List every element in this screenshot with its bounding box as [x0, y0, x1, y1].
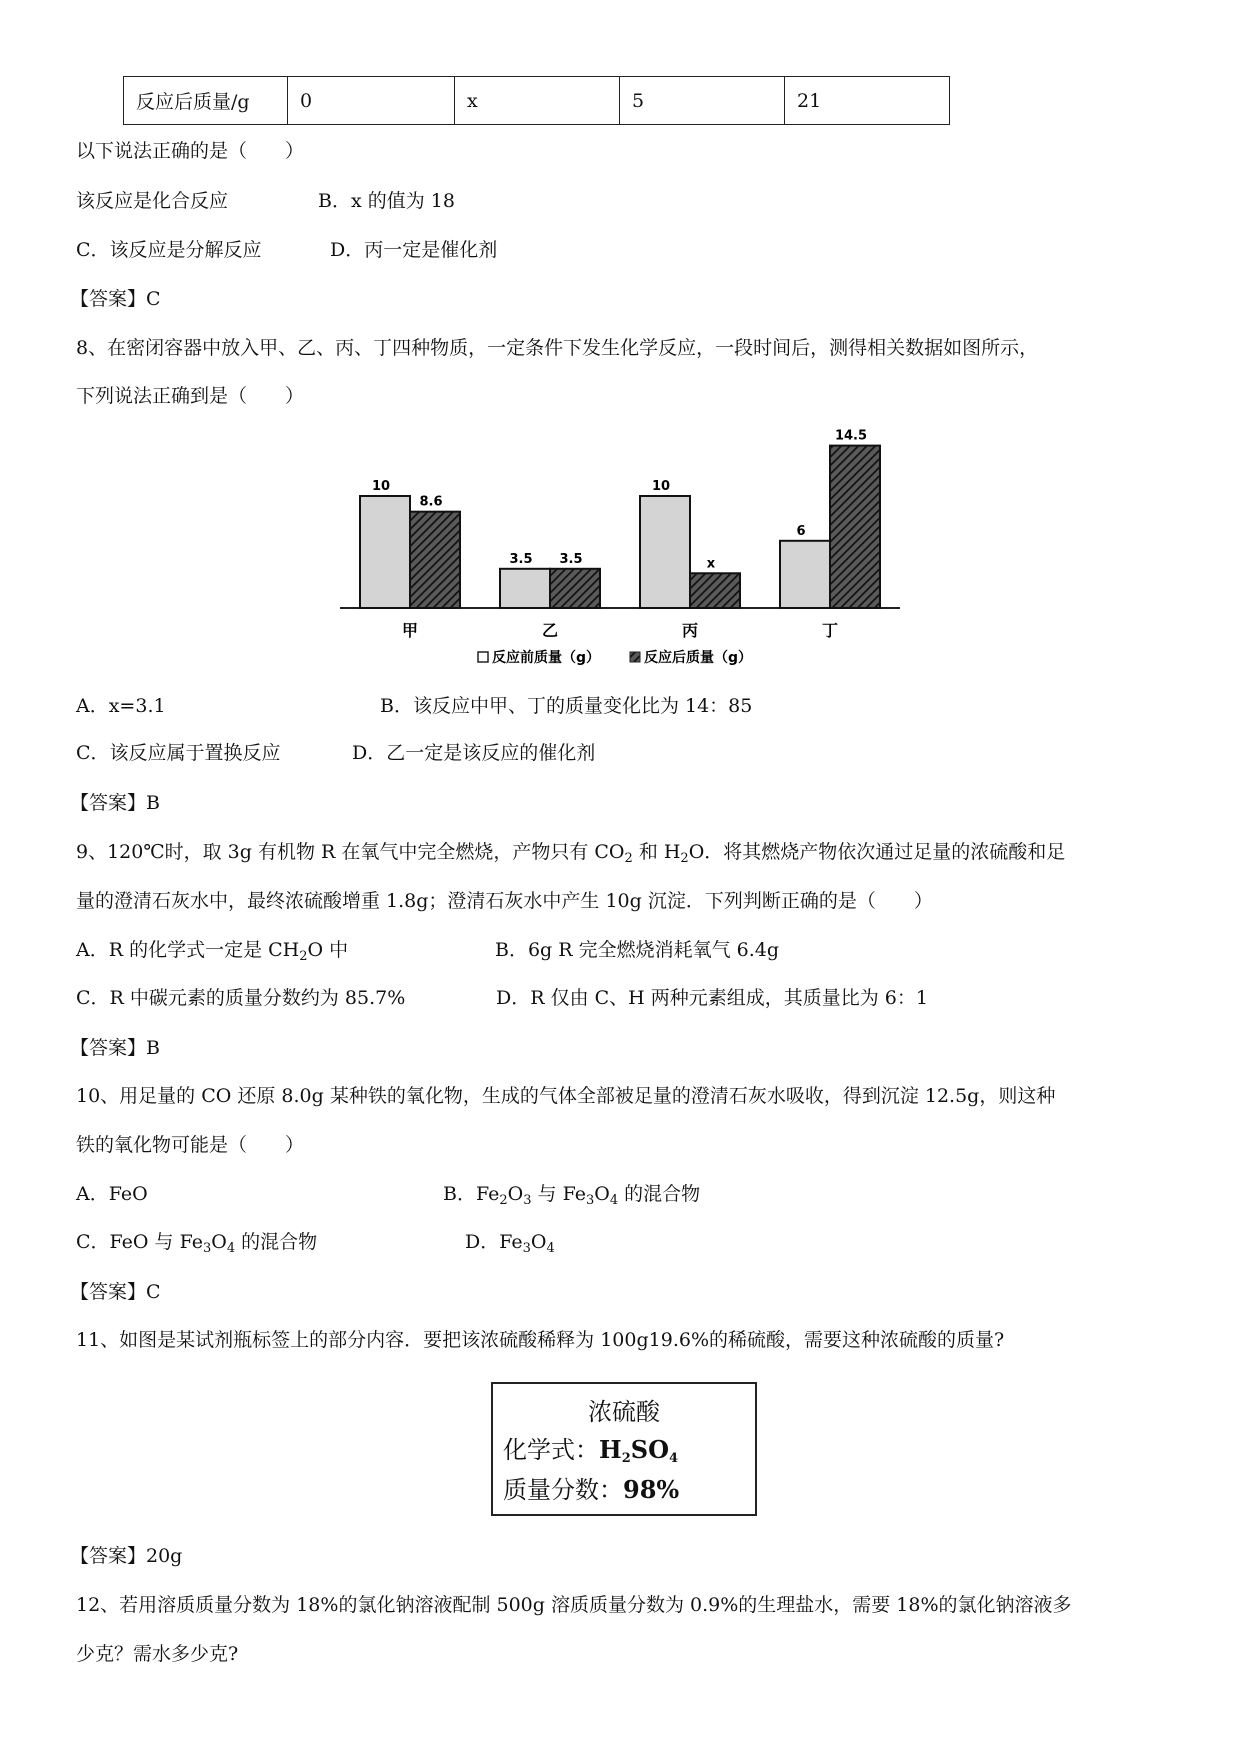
table-cell: x [455, 77, 620, 125]
subscript: 4 [226, 1241, 236, 1256]
q10-option-d-part: D．Fe [465, 1231, 523, 1253]
fraction-value: 98% [623, 1475, 680, 1504]
q9-stem-part: 9、120℃时，取 3g 有机物 R 在氧气中完全燃烧，产物只有 CO [76, 841, 625, 863]
subscript: 3 [585, 1193, 595, 1208]
q9-stem-part: 和 H [638, 841, 681, 863]
subscript: 4 [609, 1193, 619, 1208]
table-row [124, 77, 950, 125]
q10-answer: 【答案】C [70, 1281, 161, 1303]
q10-option-b-part: B．Fe [443, 1183, 500, 1205]
q10-option-c-part: C．FeO 与 Fe [76, 1231, 203, 1253]
q9-option-c: C．R 中碳元素的质量分数约为 85.7% [76, 987, 406, 1009]
q9-stem-line2: 量的澄清石灰水中，最终浓硫酸增重 1.8g；澄清石灰水中产生 10g 沉淀．下列判断正确的是（ ） [76, 890, 933, 912]
q9-stem-part: O．将其燃烧产物依次通过足量的浓硫酸和足 [688, 841, 1066, 863]
q9-option-a-part: O 中 [307, 939, 349, 961]
fraction-label: 质量分数： [503, 1476, 623, 1504]
data-label: 3.5 [509, 551, 533, 567]
q10-option-b-part: 与 Fe [531, 1183, 586, 1205]
q7-stem: 以下说法正确的是（ ） [76, 140, 305, 162]
reagent-name: 浓硫酸 [588, 1398, 660, 1426]
q8-option-b: B．该反应中甲、丁的质量变化比为 14：85 [380, 695, 753, 717]
subscript: 2 [621, 1451, 631, 1466]
q10-option-c-part: 的混合物 [235, 1231, 318, 1253]
mass-bar-chart [340, 420, 900, 680]
q10-option-c-part: O [211, 1231, 227, 1253]
q8-stem-line1: 8、在密闭容器中放入甲、乙、丙、丁四种物质，一定条件下发生化学反应，一段时间后，测得相关数据如图所示， [76, 337, 1039, 359]
formula-part: H [599, 1435, 622, 1464]
formula-label: 化学式： [503, 1436, 599, 1464]
subscript: 3 [202, 1241, 212, 1256]
q12-stem-line2: 少克？需水多少克? [76, 1643, 239, 1665]
q10-option-c [76, 1229, 317, 1255]
q12-stem-line1: 12、若用溶质质量分数为 18%的氯化钠溶液配制 500g 溶质质量分数为 0.9%的生理盐水，需要 18%的氯化钠溶液多 [76, 1594, 1072, 1616]
table-cell: 21 [785, 77, 950, 125]
bar-before [780, 541, 830, 608]
q8-answer: 【答案】B [70, 792, 160, 814]
q8-stem-line2: 下列说法正确到是（ ） [76, 385, 305, 407]
q7-option-c: C．该反应是分解反应 [76, 239, 262, 261]
bar-after [830, 446, 880, 608]
data-label: 8.6 [419, 494, 443, 510]
subscript: 2 [299, 949, 308, 964]
table-cell: 5 [620, 77, 785, 125]
q10-option-b-part: O [507, 1183, 524, 1205]
q10-option-b-part: 的混合物 [618, 1183, 701, 1205]
bar-before [640, 496, 690, 608]
q10-option-d [465, 1229, 555, 1255]
legend-label-after: 反应后质量（g） [644, 650, 753, 666]
q9-option-d: D．R 仅由 C、H 两种元素组成，其质量比为 6：1 [496, 987, 928, 1009]
data-label: 10 [651, 479, 671, 494]
q10-option-d-part: O [530, 1231, 547, 1253]
chart-legend [478, 649, 752, 666]
q7-option-b: B．x 的值为 18 [318, 190, 455, 212]
formula-value [599, 1435, 678, 1464]
legend-swatch-before [478, 652, 488, 662]
bar-after [550, 569, 600, 608]
table-cell: 0 [288, 77, 455, 125]
subscript: 4 [668, 1451, 679, 1466]
q10-option-a: A．FeO [76, 1183, 148, 1205]
q11-answer: 【答案】20g [70, 1545, 183, 1567]
category-label: 丙 [681, 621, 699, 640]
q8-option-d: D．乙一定是该反应的催化剂 [352, 742, 596, 764]
subscript: 2 [680, 851, 689, 866]
bar-after [410, 512, 460, 608]
q11-stem: 11、如图是某试剂瓶标签上的部分内容．要把该浓硫酸稀释为 100g19.6%的稀硫酸，需要这种浓硫酸的质量? [76, 1329, 1005, 1351]
q7-answer: 【答案】C [70, 288, 161, 310]
formula-line [503, 1430, 678, 1465]
legend-swatch-after [630, 652, 640, 662]
subscript: 3 [522, 1241, 531, 1256]
bar-after [690, 573, 740, 608]
bar-before [360, 496, 410, 608]
q9-stem-line1 [76, 839, 1065, 865]
data-label: 6 [796, 523, 806, 539]
q10-stem-line2: 铁的氧化物可能是（ ） [76, 1134, 305, 1156]
reagent-label [491, 1382, 757, 1516]
q8-option-a: A．x=3.1 [76, 695, 166, 717]
category-label: 丁 [821, 621, 839, 640]
formula-part: SO [630, 1435, 669, 1464]
row-label: 反应后质量/g [124, 77, 288, 125]
q9-option-a-part: A．R 的化学式一定是 CH [76, 939, 300, 961]
subscript: 2 [499, 1193, 508, 1208]
bar-before [500, 569, 550, 608]
data-label: 14.5 [834, 428, 868, 444]
q7-option-d: D．丙一定是催化剂 [330, 239, 498, 261]
q7-option-a: 该反应是化合反应 [76, 190, 229, 212]
q8-option-c: C．该反应属于置换反应 [76, 742, 281, 764]
q9-option-b: B．6g R 完全燃烧消耗氧气 6.4g [495, 939, 780, 961]
category-label: 乙 [541, 621, 559, 640]
q9-option-a [76, 937, 348, 963]
category-label: 甲 [401, 621, 419, 640]
q10-stem-line1: 10、用足量的 CO 还原 8.0g 某种铁的氧化物，生成的气体全部被足量的澄清石灰水吸收，得到沉淀 12.5g，则这种 [76, 1085, 1056, 1107]
mass-table [123, 76, 950, 125]
q10-option-b-part: O [594, 1183, 610, 1205]
legend-label-before: 反应前质量（g） [492, 650, 601, 666]
subscript: 4 [546, 1241, 555, 1256]
data-label: x [706, 556, 716, 572]
q9-answer: 【答案】B [70, 1037, 160, 1059]
mass-fraction-line [503, 1470, 679, 1505]
subscript: 2 [624, 851, 633, 866]
data-label: 10 [371, 479, 391, 494]
q10-option-b [443, 1181, 700, 1207]
subscript: 3 [523, 1193, 532, 1208]
data-label: 3.5 [559, 551, 583, 567]
